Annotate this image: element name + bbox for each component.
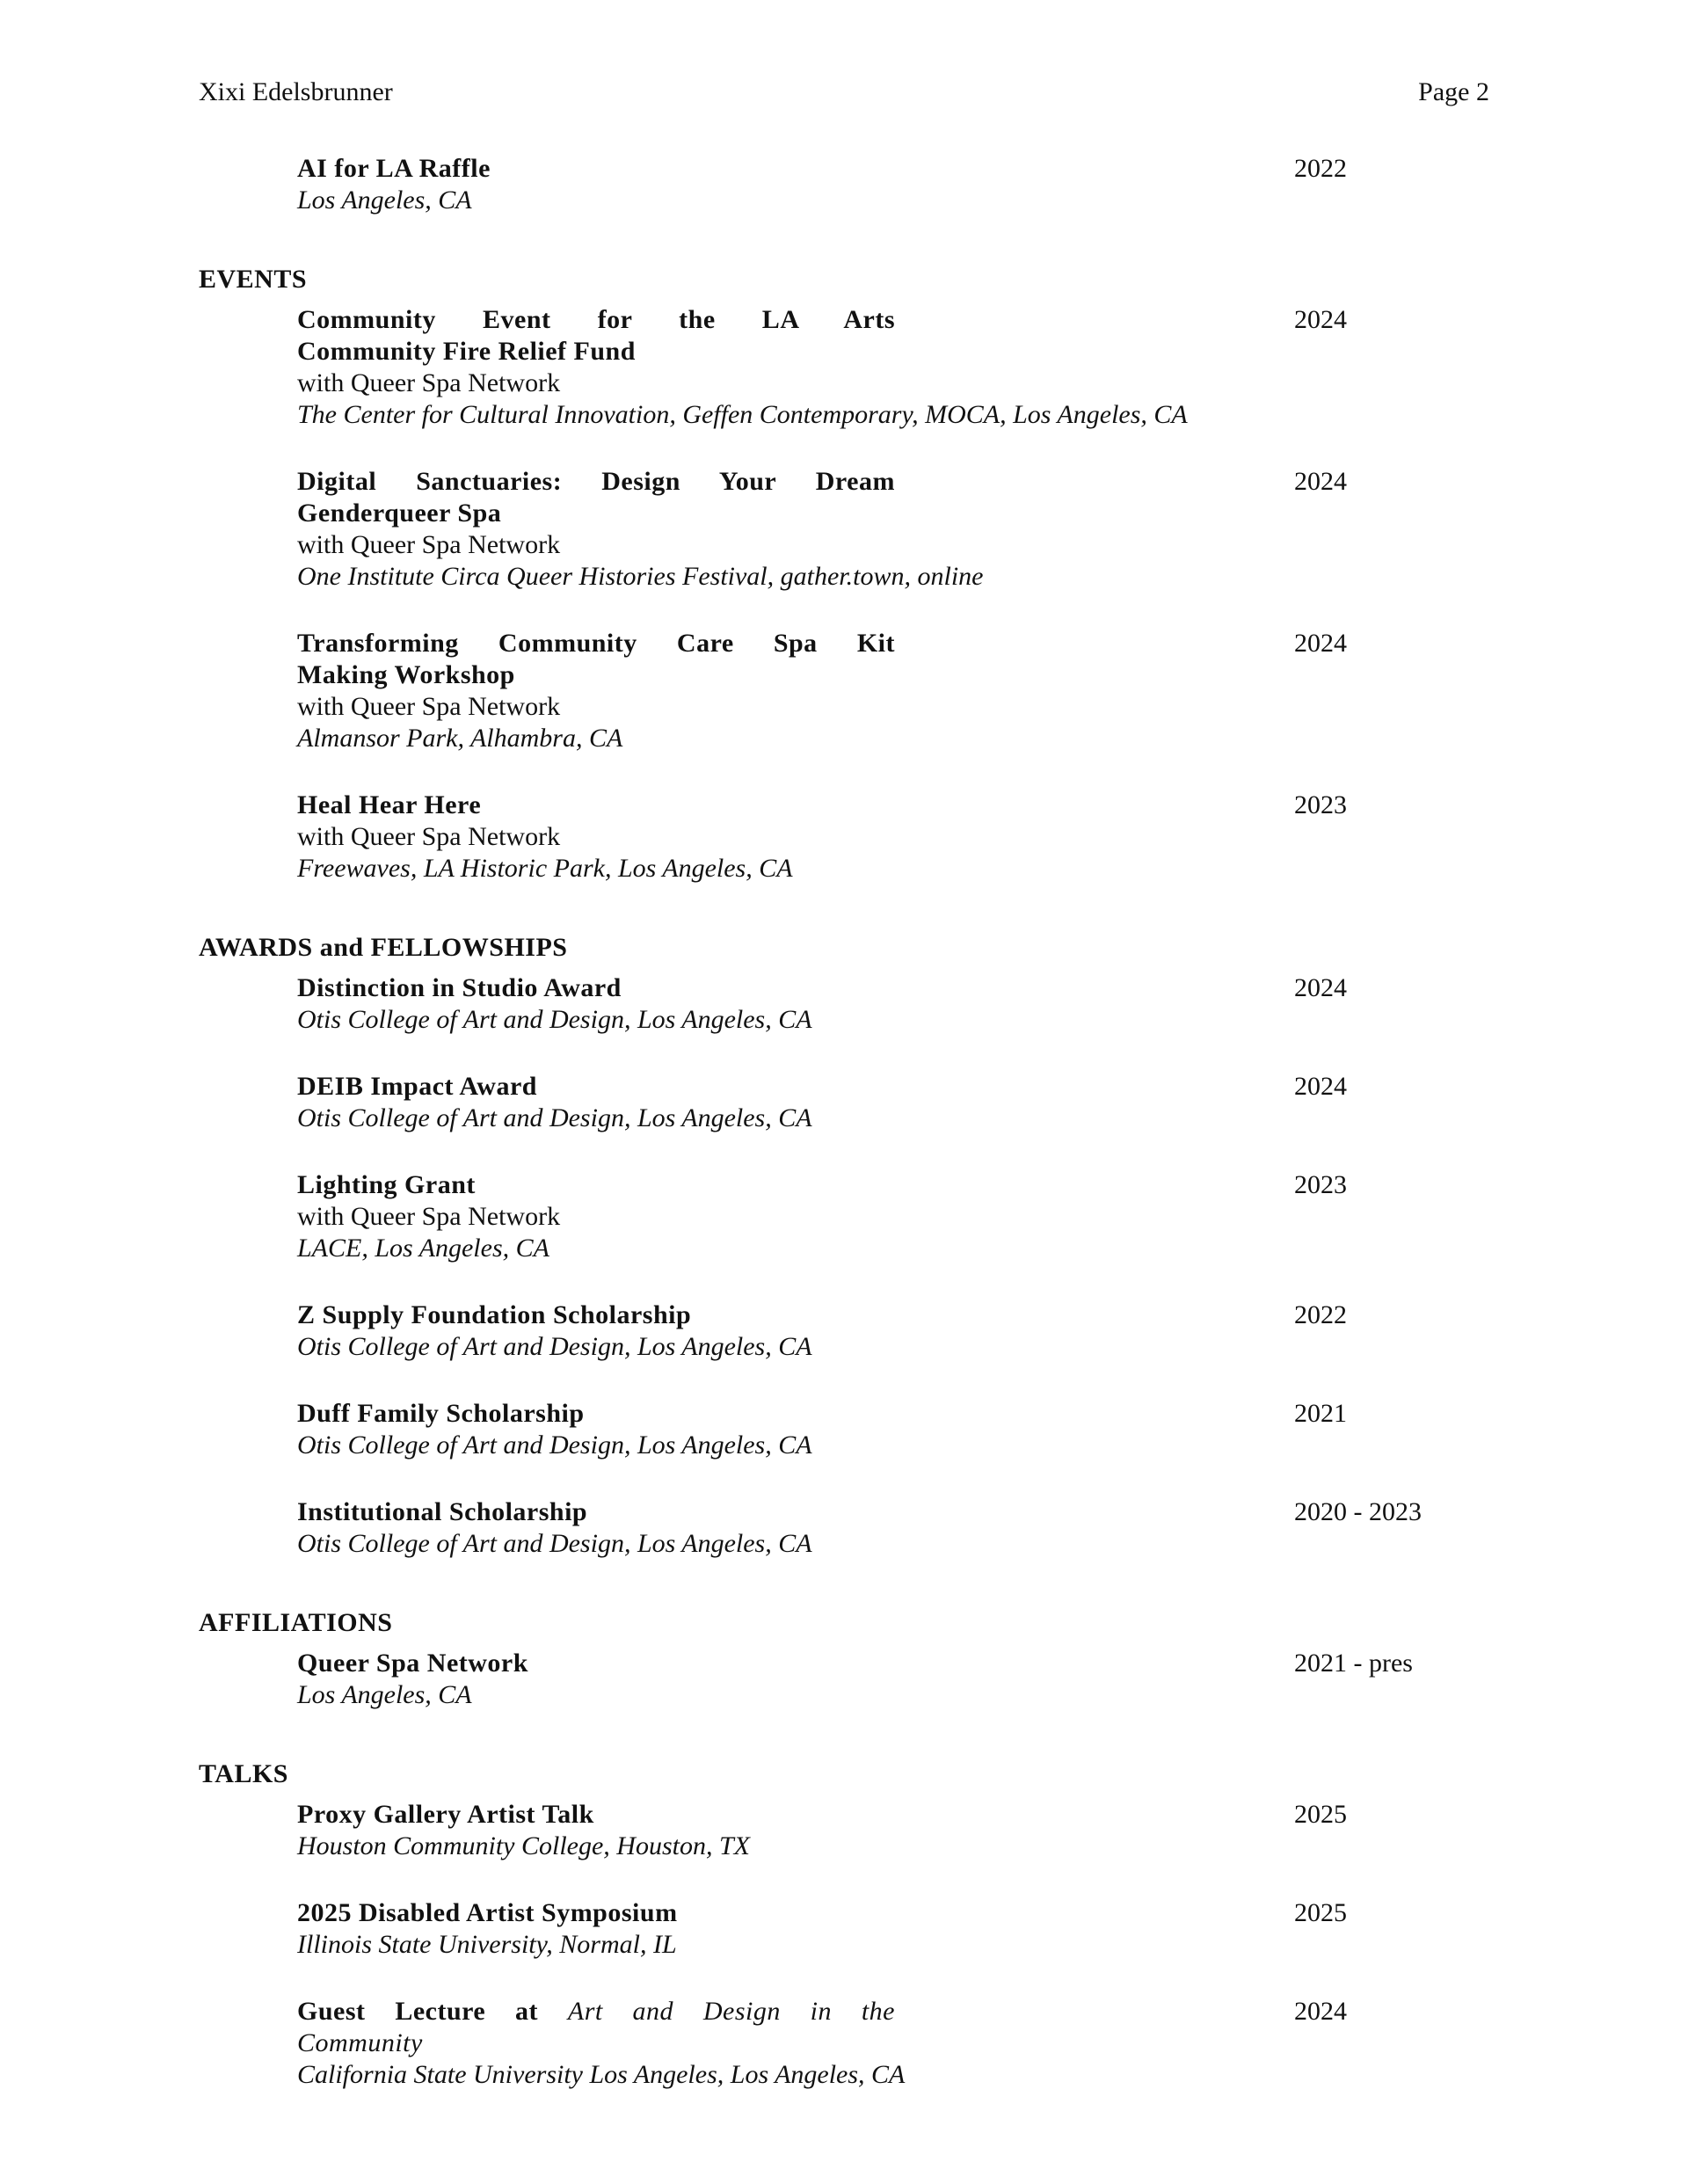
entry-ai-for-la-raffle <box>297 153 1491 216</box>
affiliations-section <box>199 1607 1491 1711</box>
entry-title-italic: Art and Design in the <box>567 1997 895 2026</box>
entry-location: Freewaves, LA Historic Park, Los Angeles, CA <box>297 854 793 883</box>
awards-entries <box>297 972 1491 1560</box>
entry-location: Otis College of Art and Design, Los Angeles, CA <box>297 1529 812 1558</box>
event-entry <box>297 628 1491 754</box>
entry-title <box>297 628 895 691</box>
entry-location: Illinois State University, Normal, IL <box>297 1930 677 1959</box>
talks-entries <box>297 1799 1491 2091</box>
continued-entries <box>297 153 1491 216</box>
entry-collaborator: with Queer Spa Network <box>297 530 561 559</box>
talks-section <box>199 1758 1491 2091</box>
entry-title-line: Digital Sanctuaries: Design Your Dream <box>297 467 895 496</box>
entry-title: Lighting Grant <box>297 1170 476 1199</box>
entry-title <box>297 1996 895 2059</box>
entry-title <box>297 466 895 529</box>
entry-title: Institutional Scholarship <box>297 1497 588 1526</box>
entry-title: Z Supply Foundation Scholarship <box>297 1300 692 1329</box>
event-entry <box>297 466 1491 593</box>
affiliation-entry <box>297 1648 1491 1711</box>
entry-location: LACE, Los Angeles, CA <box>297 1234 549 1263</box>
entry-title: DEIB Impact Award <box>297 1072 537 1101</box>
entry-year: 2024 <box>1294 305 1347 334</box>
entry-year: 2022 <box>1294 1300 1347 1329</box>
header-page-number: Page 2 <box>1418 77 1489 106</box>
entry-location: Los Angeles, CA <box>297 186 472 215</box>
entry-title-line: Community Event for the LA Arts <box>297 305 895 334</box>
event-entry <box>297 304 1491 431</box>
entry-title: Proxy Gallery Artist Talk <box>297 1800 594 1829</box>
entry-location: One Institute Circa Queer Histories Festival, gather.town, online <box>297 562 984 591</box>
entry-title-line: Community <box>297 2028 423 2057</box>
entry-title-line: Making Workshop <box>297 660 515 689</box>
entry-location: California State University Los Angeles, Los Angeles, CA <box>297 2060 906 2089</box>
entry-title-line: Community Fire Relief Fund <box>297 337 636 366</box>
section-title-talks: TALKS <box>199 1759 288 1788</box>
entry-collaborator: with Queer Spa Network <box>297 368 561 397</box>
talk-entry <box>297 1897 1491 1961</box>
events-section <box>199 264 1491 885</box>
entry-year: 2023 <box>1294 790 1347 819</box>
event-entry <box>297 790 1491 885</box>
section-title-awards: AWARDS and FELLOWSHIPS <box>199 933 568 962</box>
entry-year: 2022 <box>1294 154 1347 183</box>
award-entry <box>297 1496 1491 1560</box>
entry-title-bold: Guest Lecture at <box>297 1997 539 2026</box>
entry-title-line <box>297 1996 895 2027</box>
entry-location: Los Angeles, CA <box>297 1680 472 1709</box>
section-title-affiliations: AFFILIATIONS <box>199 1608 393 1637</box>
entry-location: Houston Community College, Houston, TX <box>297 1831 750 1860</box>
entry-year: 2023 <box>1294 1170 1347 1199</box>
entry-year: 2021 <box>1294 1399 1347 1428</box>
entry-collaborator: with Queer Spa Network <box>297 822 561 851</box>
awards-section <box>199 932 1491 1560</box>
talk-entry <box>297 1799 1491 1862</box>
affiliations-entries <box>297 1648 1491 1711</box>
entry-collaborator: with Queer Spa Network <box>297 1202 561 1231</box>
entry-title: Distinction in Studio Award <box>297 973 622 1002</box>
award-entry <box>297 972 1491 1036</box>
award-entry <box>297 1071 1491 1134</box>
entry-year: 2024 <box>1294 1072 1347 1101</box>
continued-section <box>199 153 1491 216</box>
entry-location: Almansor Park, Alhambra, CA <box>297 724 623 753</box>
entry-location: The Center for Cultural Innovation, Geffen Contemporary, MOCA, Los Angeles, CA <box>297 400 1188 429</box>
entry-year: 2021 - pres <box>1294 1649 1413 1678</box>
entry-location: Otis College of Art and Design, Los Angeles, CA <box>297 1005 812 1034</box>
entry-location: Otis College of Art and Design, Los Angeles, CA <box>297 1431 812 1460</box>
entry-year: 2020 - 2023 <box>1294 1497 1422 1526</box>
award-entry <box>297 1398 1491 1461</box>
entry-title: 2025 Disabled Artist Symposium <box>297 1898 678 1927</box>
entry-title-line: Genderqueer Spa <box>297 499 502 528</box>
cv-content <box>199 153 1491 2138</box>
entry-title: Queer Spa Network <box>297 1649 528 1678</box>
entry-year: 2025 <box>1294 1898 1347 1927</box>
entry-title: Heal Hear Here <box>297 790 482 819</box>
entry-year: 2025 <box>1294 1800 1347 1829</box>
award-entry <box>297 1299 1491 1363</box>
entry-title: Duff Family Scholarship <box>297 1399 585 1428</box>
entry-location: Otis College of Art and Design, Los Angeles, CA <box>297 1332 812 1361</box>
header-name: Xixi Edelsbrunner <box>199 77 393 106</box>
entry-year: 2024 <box>1294 629 1347 658</box>
entry-year: 2024 <box>1294 1997 1347 2026</box>
events-entries <box>297 304 1491 885</box>
talk-entry <box>297 1996 1491 2091</box>
entry-year: 2024 <box>1294 467 1347 496</box>
entry-location: Otis College of Art and Design, Los Angeles, CA <box>297 1103 812 1132</box>
entry-collaborator: with Queer Spa Network <box>297 692 561 721</box>
entry-title-line: Transforming Community Care Spa Kit <box>297 629 895 658</box>
entry-title: AI for LA Raffle <box>297 154 491 183</box>
entry-title <box>297 304 895 368</box>
entry-year: 2024 <box>1294 973 1347 1002</box>
award-entry <box>297 1169 1491 1264</box>
section-title-events: EVENTS <box>199 265 308 294</box>
